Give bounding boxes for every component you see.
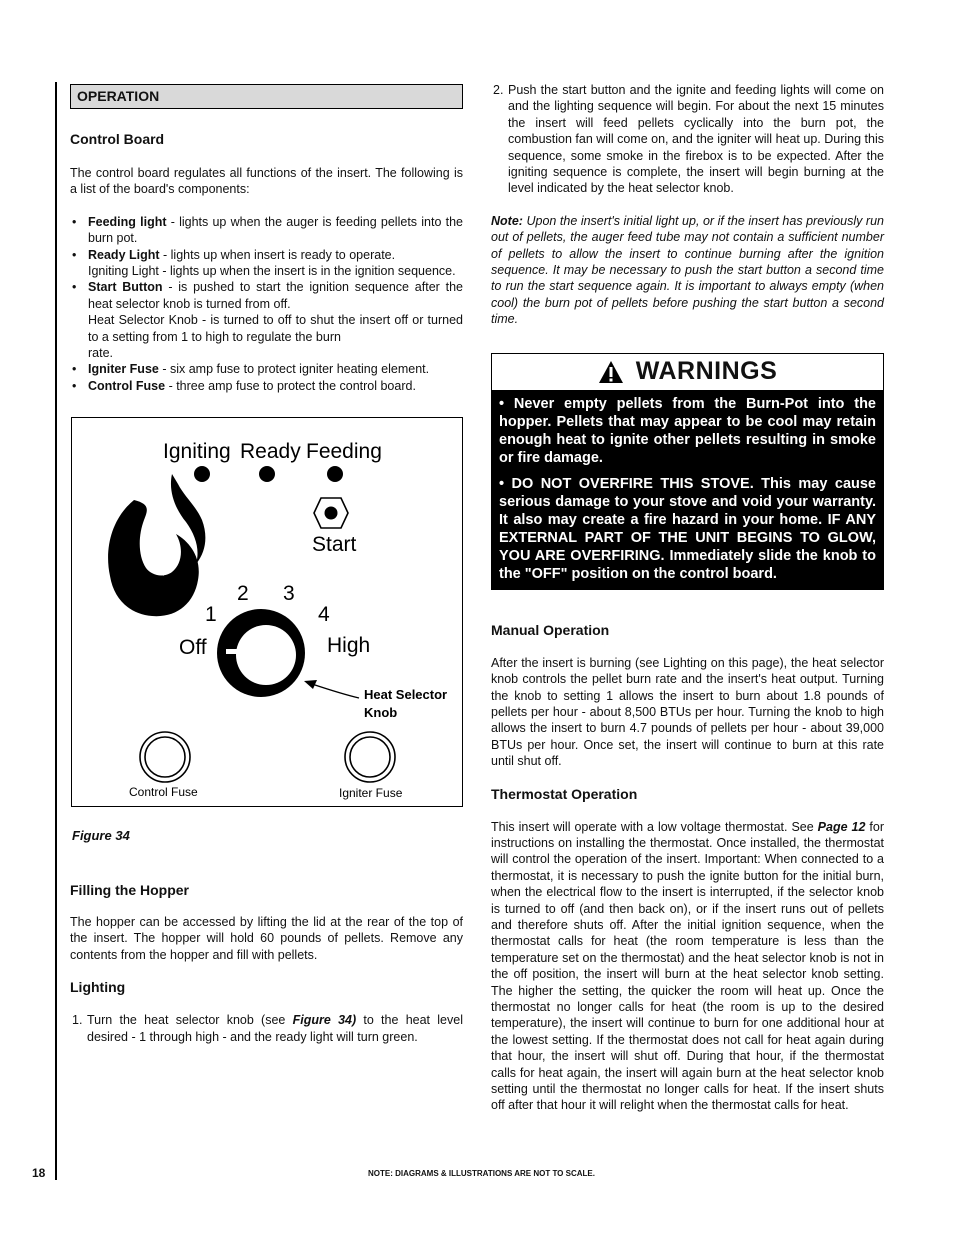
left-column [70, 84, 463, 394]
filling-heading: Filling the Hopper [70, 882, 189, 898]
igniter-fuse-label: Igniter Fuse [339, 786, 403, 800]
label-high: High [327, 634, 371, 657]
warnings-box [491, 353, 884, 590]
left-column-lower [70, 882, 463, 1045]
control-fuse-label: Control Fuse [129, 785, 198, 799]
warnings-body [492, 390, 883, 589]
warning-triangle-icon [598, 360, 624, 384]
list-item: • Ready Light - lights up when insert is ready to operate. [72, 247, 396, 262]
warning-paragraph-2: • DO NOT OVERFIRE THIS STOVE. This may cause serious damage to your stove and void your warranty. It also may create a fire hazard in your home. IF ANY EXTERNAL PART OF THE UNIT BEGINS TO GLOW, YOU ARE OVERFIRING. Immediately slide the knob to the "OFF" position on the control board. [499, 475, 876, 582]
manual-operation-text: After the insert is burning (see Lighting on this page), the heat selector knob controls the pellet burn rate and the insert's heat output. Turning the knob to setting 1 allows the insert to burn about 1.8 pounds of pellets per hour - about 8,500 BTUs per hour. Turning the knob to high allows the insert to burn 4.7 pounds of pellets per hour - about 39,000 BTUs per hour. Once set, the insert will continue to burn at this rate until shut off. [491, 655, 884, 769]
control-board-heading: Control Board [70, 131, 165, 147]
lighting-step-2: 2. Push the start button and the ignite and feeding lights will come on and the lighting sequence will begin. For about the next 15 minutes the insert will feed pellets cyclically into the burn pot, the combustion fan will come on, and the igniter will heat up. During this sequence, some smoke in the firebox is to be expected. After the igniting sequence is complete, the insert will begin burning at the level indicated by the heat selector knob. [493, 83, 884, 196]
list-item: • Start Button - is pushed to start the ignition sequence after the heat selector knob is turned from off. [72, 280, 463, 311]
label-setting-3: 3 [283, 582, 295, 605]
heat-selector-label-line2: Knob [364, 705, 398, 720]
footer-note: NOTE: DIAGRAMS & ILLUSTRATIONS ARE NOT TO SCALE. [368, 1169, 595, 1178]
heat-selector-label-line1: Heat Selector [364, 687, 448, 702]
control-board-components-list [70, 214, 463, 394]
label-start: Start [312, 533, 357, 556]
lighting-step-1: 1. Turn the heat selector knob (see Figure 34) to the heat level desired - 1 through high - and the ready light will turn green. [72, 1013, 463, 1044]
list-item: • Control Fuse - three amp fuse to protect the control board. [72, 378, 416, 393]
left-vertical-rule [55, 82, 57, 1180]
thermostat-heading: Thermostat Operation [491, 785, 638, 802]
right-column [491, 82, 884, 1114]
knob-arrow-icon [312, 684, 359, 698]
feeding-light-icon [327, 466, 343, 482]
label-feeding: Feeding [306, 440, 382, 463]
label-off: Off [179, 636, 207, 659]
lighting-note: Note: Upon the insert's initial light up, or if the insert has previously run out of pellets, the auger feed tube may not contain a sufficient number of pellets to allow the insert to continue burning after the ignition sequence. It may be necessary to push the start button a second time to run the start sequence again. It is important to always empty (when cool) the burn pot of pellets before pushing the start button a second time. [491, 213, 884, 327]
warnings-title: WARNINGS [635, 357, 778, 386]
section-title-bar: OPERATION [70, 84, 463, 109]
sub-item-rate: rate. [88, 346, 114, 361]
label-setting-1: 1 [205, 603, 217, 626]
control-board-diagram [72, 418, 462, 806]
label-ready: Ready [240, 440, 301, 463]
knob-pointer-icon [226, 649, 242, 654]
control-board-figure [71, 417, 463, 807]
control-board-intro: The control board regulates all functions of the insert. The following is a list of the board's components: [70, 166, 463, 197]
warning-paragraph-1: • Never empty pellets from the Burn-Pot into the hopper. Pellets that may appear to be cool may retain enough heat to ignite other pellets resulting in smoke or fire damage. [499, 395, 876, 466]
list-item: • Igniter Fuse - six amp fuse to protect igniter heating element. [72, 362, 430, 377]
figure-caption: Figure 34 [72, 828, 130, 843]
igniting-light-icon [194, 466, 210, 482]
ready-light-icon [259, 466, 275, 482]
flame-logo-icon [108, 474, 205, 616]
list-item: • Feeding light - lights up when the auger is feeding pellets into the burn pot. [72, 214, 463, 246]
sub-item-igniting-light: Igniting Light - lights up when the insert is in the ignition sequence. [88, 264, 456, 279]
label-setting-4: 4 [318, 603, 330, 626]
label-igniting: Igniting [163, 440, 231, 463]
warnings-header [492, 354, 883, 390]
lighting-heading: Lighting [70, 979, 126, 996]
filling-text: The hopper can be accessed by lifting the lid at the rear of the top of the insert. The hopper will hold 60 pounds of pellets. Remove any contents from the hopper and fill with pellets. [70, 915, 463, 962]
thermostat-text: This insert will operate with a low voltage thermostat. See Page 12 for instructions on installing the thermostat. Once installed, the thermostat will control the operation of the insert. Important: When connected to a thermostat, it is necessary to push the ignite button for the initial burn, when the electrical flow to the insert is interrupted, if the selector knob is turned to off (and then back on), or if the insert runs out of pellets and therefore shuts off. After the initial ignition sequence, when the thermostat calls for heat (the room temperature is less than the temperature set on the thermostat) and the heat selector knob is not in the off position, the insert will burn at the heat selector knob setting. The higher the setting, the quicker the room will heat up. Once the thermostat no longer calls for heat (the room is up to the desired temperature), the insert will continue to burn for one additional hour at the lowest setting. If the thermostat does not call for heat again during that hour, the insert will shut off. During that hour, if the thermostat calls for heat again, the insert will again burn at the heat selector knob setting until the thermostat no longer calls for heat. If the insert shuts off after that hour it will relight when the thermostat calls for heat. [491, 819, 884, 1113]
manual-operation-heading: Manual Operation [491, 621, 610, 638]
sub-item-heat-selector: Heat Selector Knob - is turned to off to shut the insert off or turned to a setting from 1 to high to regulate the burn [88, 313, 463, 344]
label-setting-2: 2 [237, 582, 249, 605]
page-number: 18 [32, 1166, 46, 1180]
